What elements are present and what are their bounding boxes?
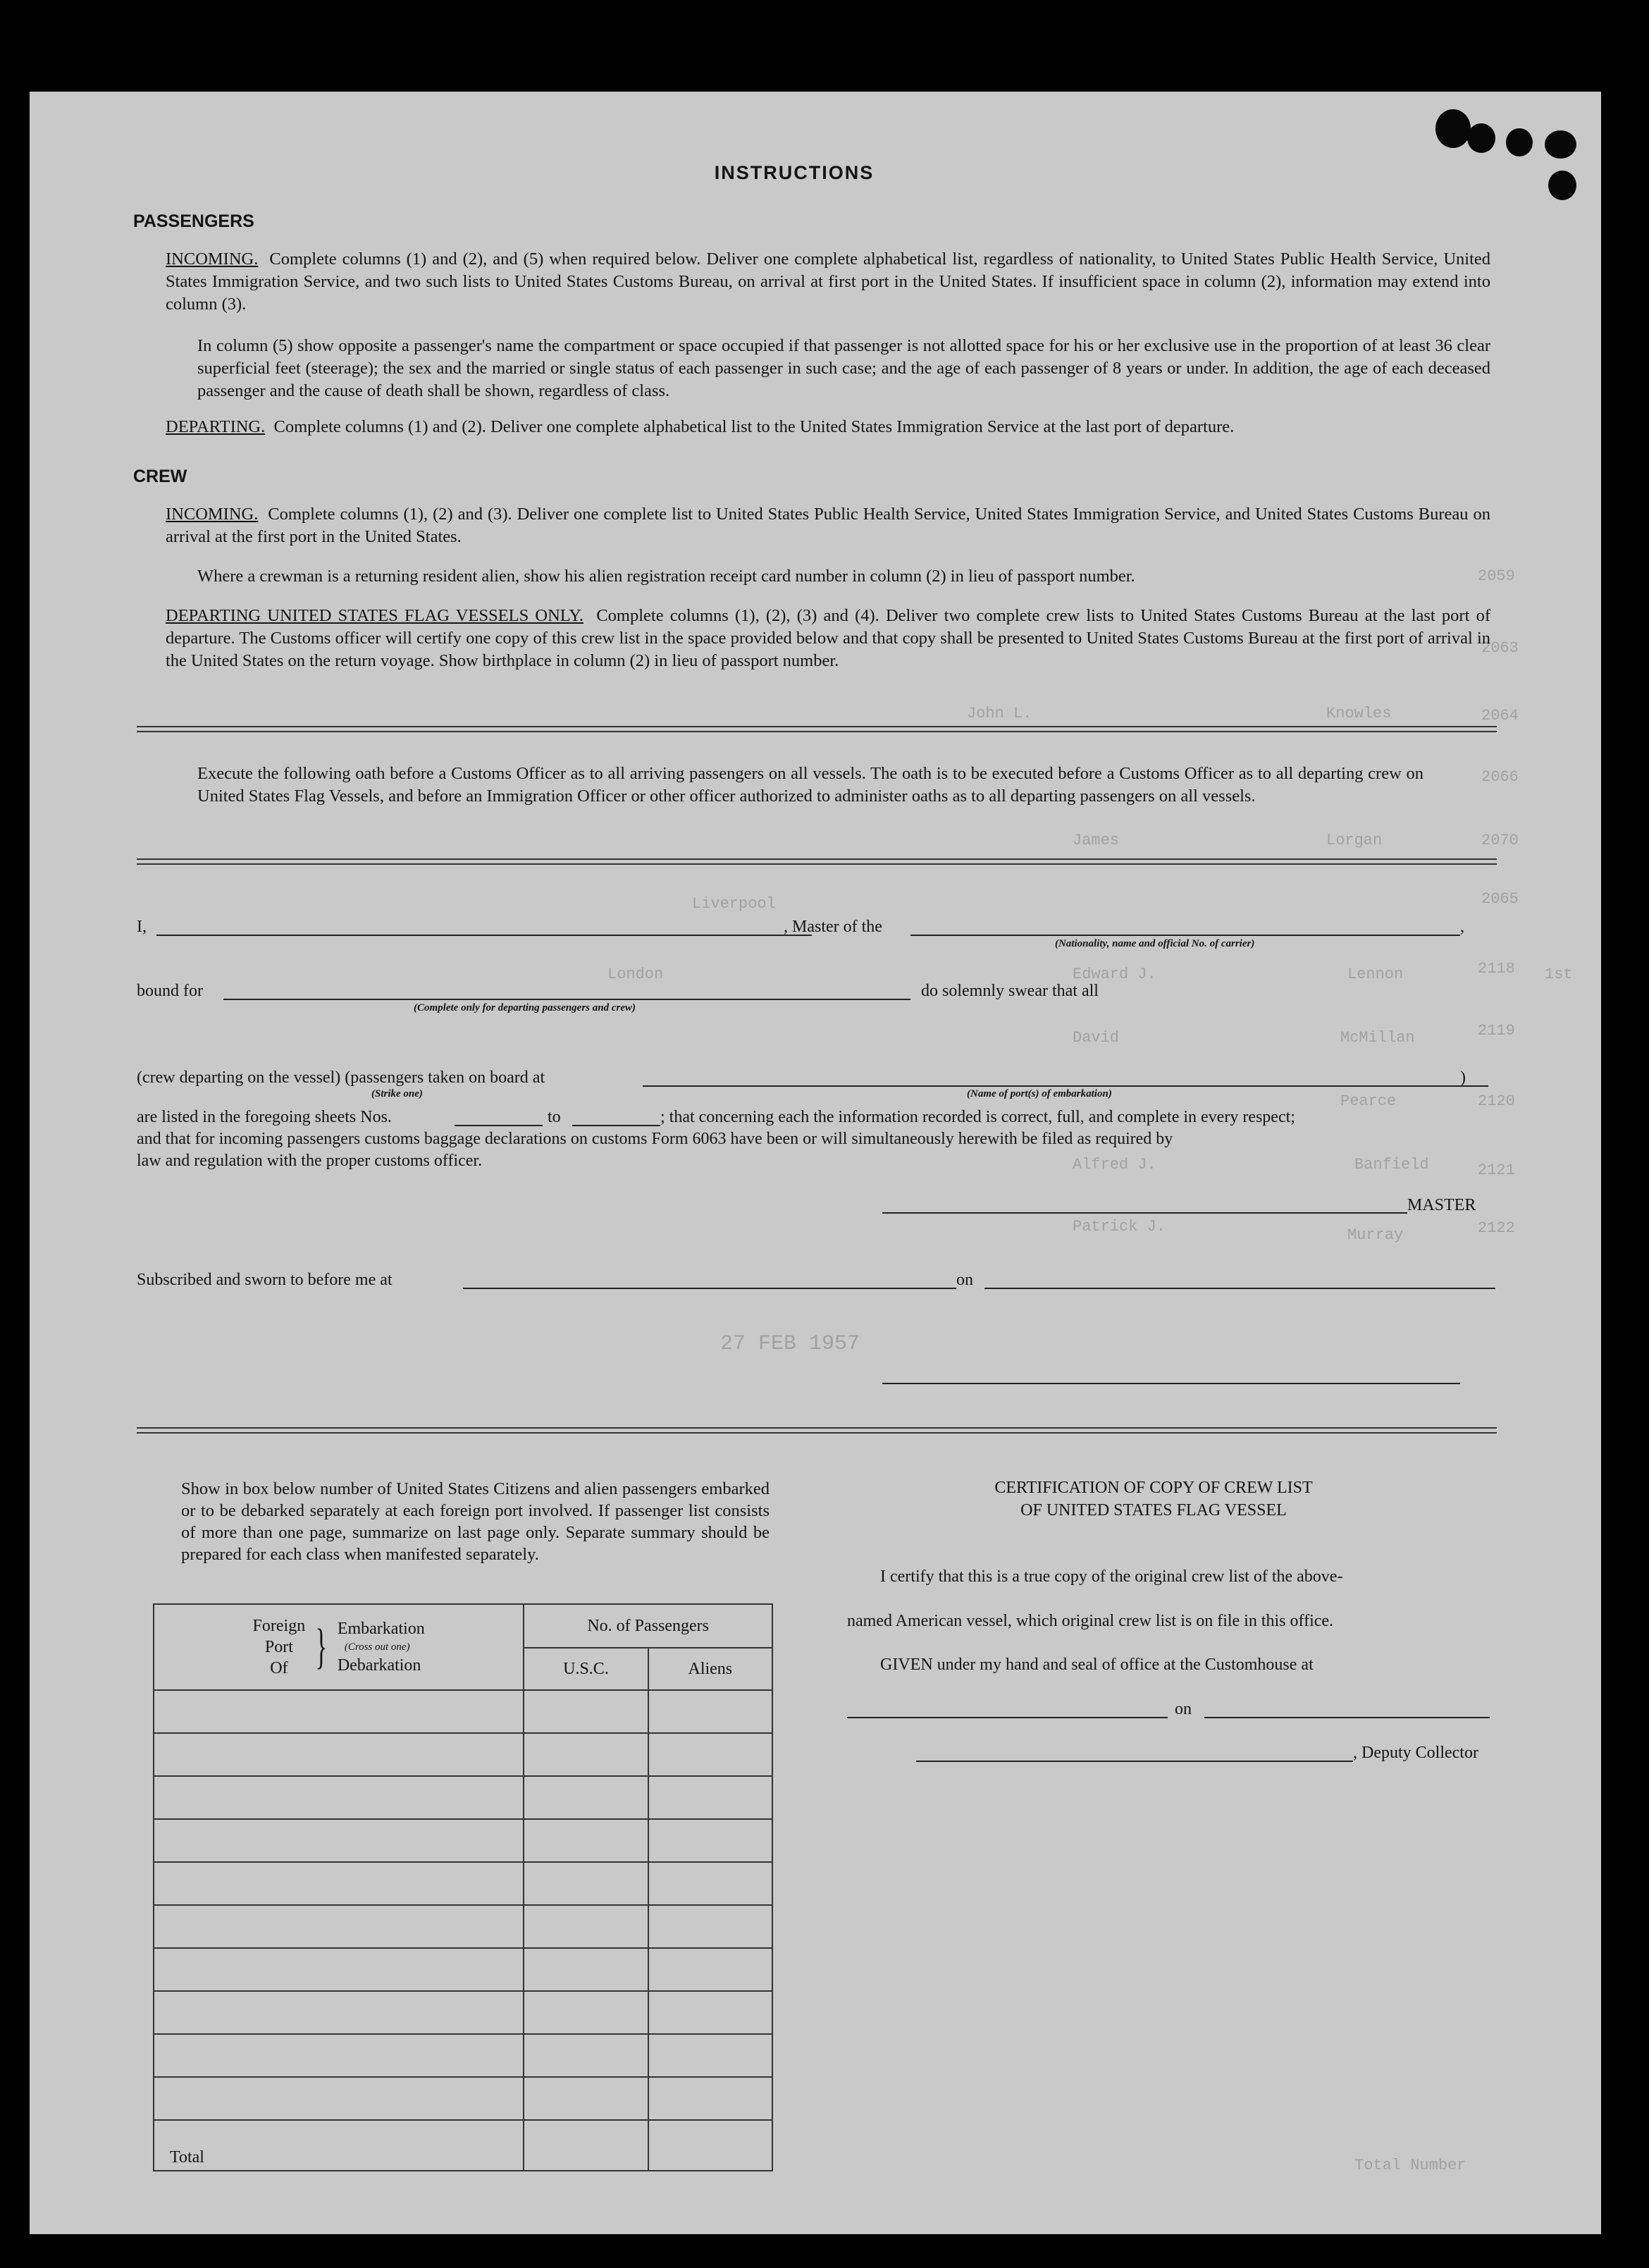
- ghost-number: 2070: [1481, 832, 1519, 849]
- ghost-name: Pearce: [1340, 1092, 1397, 1110]
- carrier-caption: (Nationality, name and official No. of carrier): [1055, 938, 1255, 949]
- passengers-incoming: [166, 248, 1490, 316]
- aliens-cell[interactable]: [648, 1733, 772, 1776]
- aliens-cell[interactable]: [648, 1690, 772, 1733]
- port-cell[interactable]: [154, 1776, 524, 1819]
- crew-departing-label: DEPARTING UNITED STATES FLAG VESSELS ONLY.: [166, 606, 583, 625]
- aliens-cell[interactable]: [648, 1948, 772, 1991]
- summary-instructions: Show in box below number of United States Citizens and alien passengers embarked or to be debarked separately at each foreign port involved. If passenger list consists of more than one page, summarize on last page only. Separate summary should be prepared for each class when manifested separately.: [181, 1479, 770, 1564]
- aliens-cell[interactable]: [648, 2034, 772, 2077]
- ghost-name: Knowles: [1326, 705, 1392, 722]
- ghost-name: James: [1073, 832, 1120, 849]
- subscribed-label: Subscribed and sworn to before me at: [137, 1271, 393, 1289]
- port-cell[interactable]: [154, 2034, 524, 2077]
- usc-cell[interactable]: [524, 1690, 648, 1733]
- cross-out-label: (Cross out one): [344, 1641, 410, 1653]
- embarkation-label: Embarkation: [337, 1620, 425, 1638]
- aliens-total-cell[interactable]: [648, 2120, 772, 2171]
- usc-cell[interactable]: [524, 1991, 648, 2034]
- divider: [137, 858, 1497, 865]
- passenger-summary-table: [153, 1603, 773, 2171]
- crew-incoming: [166, 503, 1490, 548]
- crew-resident: Where a crewman is a returning resident alien, show his alien registration receipt card number in column (2) in lieu of passport number.: [197, 567, 1135, 586]
- master-of-label: , Master of the: [784, 918, 882, 936]
- ink-blot: [1435, 109, 1471, 148]
- usc-cell[interactable]: [524, 1905, 648, 1948]
- passengers-departing: [166, 416, 1490, 438]
- listed-label: are listed in the foregoing sheets Nos.: [137, 1108, 392, 1126]
- port-cell[interactable]: [154, 1905, 524, 1948]
- usc-cell[interactable]: [524, 1819, 648, 1862]
- certification-on: on: [1175, 1700, 1192, 1718]
- port-cell[interactable]: [154, 1819, 524, 1862]
- concerning-text: ; that concerning each the information recorded is correct, full, and complete in every respect;: [660, 1108, 1295, 1126]
- ghost-number: 2118: [1478, 960, 1515, 978]
- ghost-name: Edward J.: [1073, 966, 1156, 983]
- master-signature-field[interactable]: [882, 1212, 1407, 1214]
- crew-departing-oath: (crew departing on the vessel) (passengers taken on board at: [137, 1068, 545, 1087]
- aliens-header: Aliens: [648, 1648, 772, 1690]
- usc-cell[interactable]: [524, 1776, 648, 1819]
- ghost-number: 2122: [1478, 1219, 1515, 1237]
- foreign-label: Foreign: [252, 1617, 306, 1635]
- certification-text3: GIVEN under my hand and seal of office at the Customhouse at: [880, 1656, 1314, 1674]
- ghost-name: Banfield: [1354, 1156, 1429, 1173]
- usc-cell[interactable]: [524, 2034, 648, 2077]
- sworn-place-field[interactable]: [463, 1288, 956, 1289]
- port-cell[interactable]: [154, 1690, 524, 1733]
- embarkation-field[interactable]: [643, 1085, 1488, 1087]
- on-label: on: [956, 1271, 973, 1289]
- master-name-field[interactable]: [156, 935, 812, 936]
- deputy-collector-label: , Deputy Collector: [1353, 1744, 1478, 1762]
- ghost-stamp: 27 FEB 1957: [720, 1332, 860, 1356]
- ghost-place: London: [607, 966, 664, 983]
- ghost-number: 2059: [1478, 567, 1515, 585]
- ink-blot: [1467, 123, 1495, 153]
- swear-label: do solemnly swear that all: [921, 982, 1099, 1000]
- carrier-field[interactable]: [910, 935, 1460, 936]
- aliens-cell[interactable]: [648, 2077, 772, 2120]
- oath-i-label: I,: [137, 918, 147, 936]
- aliens-cell[interactable]: [648, 1905, 772, 1948]
- to-label: to: [548, 1108, 561, 1126]
- bound-caption: (Complete only for departing passengers and crew): [414, 1002, 636, 1013]
- crew-heading: CREW: [133, 467, 187, 486]
- certification-text1: I certify that this is a true copy of the original crew list of the above-: [880, 1567, 1343, 1586]
- port-header: [154, 1604, 524, 1690]
- usc-cell[interactable]: [524, 1948, 648, 1991]
- ghost-number: 2119: [1478, 1022, 1515, 1040]
- departing-label: DEPARTING.: [166, 417, 266, 436]
- sworn-date-field[interactable]: [984, 1288, 1495, 1289]
- usc-header: U.S.C.: [524, 1648, 648, 1690]
- embark-caption: (Name of port(s) of embarkation): [967, 1088, 1112, 1099]
- port-cell[interactable]: [154, 1733, 524, 1776]
- oath-line2: and that for incoming passengers customs baggage declarations on customs Form 6063 have been or will simultaneously herewith be filed as required by: [137, 1130, 1173, 1148]
- usc-cell[interactable]: [524, 2077, 648, 2120]
- aliens-cell[interactable]: [648, 1991, 772, 2034]
- incoming-text: Complete columns (1) and (2), and (5) when required below. Deliver one complete alphabetical list, regardless of nationality, to United States Public Health Service, United States Immigration Service, and two such lists to United States Customs Bureau, on arrival at first port in the United States. If insufficient space in column (2), information may extend into column (3).: [166, 249, 1490, 314]
- bound-for-field[interactable]: [223, 999, 910, 1000]
- port-cell[interactable]: [154, 2077, 524, 2120]
- bound-for-label: bound for: [137, 982, 203, 1000]
- debarkation-label: Debarkation: [337, 1656, 421, 1675]
- sheet-from-field[interactable]: [455, 1125, 543, 1126]
- deputy-signature-field[interactable]: [916, 1761, 1353, 1762]
- total-label: Total: [154, 2120, 524, 2171]
- aliens-cell[interactable]: [648, 1862, 772, 1905]
- passengers-column5: In column (5) show opposite a passenger's name the compartment or space occupied if that passenger is not allotted space for his or her exclusive use in the proportion of at least 36 clear superficial feet (steerage); the sex and the married or single status of each passenger in such case; and the age of each passenger of 8 years or under. In addition, the age of each deceased passenger and the cause of death shall be shown, regardless of class.: [197, 336, 1490, 400]
- ghost-note: Total Number: [1354, 2157, 1466, 2174]
- close-paren: ): [1460, 1068, 1466, 1087]
- passengers-heading: PASSENGERS: [133, 211, 254, 231]
- departing-text: Complete columns (1) and (2). Deliver one complete alphabetical list to the United States Immigration Service at the last port of departure.: [273, 417, 1235, 436]
- ghost-name: Murray: [1347, 1226, 1404, 1244]
- oath-intro: Execute the following oath before a Customs Officer as to all arriving passengers on all vessels. The oath is to be executed before a Customs Officer as to all departing crew on United States Flag Vessels, and before an Immigration Officer or other officer authorized to administer oaths as to all departing passengers on all vessels.: [197, 764, 1423, 806]
- aliens-cell[interactable]: [648, 1776, 772, 1819]
- ghost-number: 2065: [1481, 890, 1519, 908]
- aliens-cell[interactable]: [648, 1819, 772, 1862]
- ghost-name: Alfred J.: [1073, 1156, 1156, 1173]
- customhouse-place-field[interactable]: [847, 1717, 1168, 1718]
- officer-signature-field[interactable]: [882, 1383, 1460, 1384]
- no-passengers-header: No. of Passengers: [524, 1604, 772, 1648]
- port-cell[interactable]: [154, 1991, 524, 2034]
- ghost-number: 2066: [1481, 768, 1519, 786]
- ink-blot: [1545, 130, 1576, 159]
- ink-blot: [1506, 128, 1533, 156]
- ghost-name: Patrick J.: [1073, 1218, 1166, 1235]
- ghost-number: 2121: [1478, 1161, 1515, 1179]
- oath-line3: law and regulation with the proper customs officer.: [137, 1152, 483, 1170]
- strike-one: (Strike one): [371, 1088, 423, 1099]
- certification-title: [847, 1477, 1460, 1522]
- port-cell[interactable]: [154, 1948, 524, 1991]
- master-label: MASTER: [1407, 1196, 1476, 1214]
- usc-cell[interactable]: [524, 1862, 648, 1905]
- page-title: INSTRUCTIONS: [714, 162, 875, 183]
- ghost-number: 2120: [1478, 1092, 1515, 1110]
- brace-icon: }: [315, 1620, 328, 1674]
- form-page: [30, 92, 1601, 2234]
- ghost-name: John L.: [967, 705, 1032, 722]
- crew-incoming-label: INCOMING.: [166, 505, 259, 524]
- divider: [137, 726, 1497, 732]
- usc-cell[interactable]: [524, 1733, 648, 1776]
- crew-departing: [166, 605, 1490, 672]
- ghost-name: Lennon: [1347, 966, 1404, 983]
- crew-incoming-text: Complete columns (1), (2) and (3). Deliver one complete list to United States Public Health Service, United States Immigration Service, and United States Customs Bureau on arrival at the first port in the United States.: [166, 505, 1491, 546]
- ghost-number: 2063: [1481, 639, 1519, 657]
- sheet-to-field[interactable]: [572, 1125, 660, 1126]
- port-cell[interactable]: [154, 1862, 524, 1905]
- certification-date-field[interactable]: [1204, 1717, 1490, 1718]
- ghost-number: 2064: [1481, 707, 1519, 725]
- incoming-label: INCOMING.: [166, 249, 259, 269]
- usc-total-cell[interactable]: [524, 2120, 648, 2171]
- ghost-note: 1st: [1545, 966, 1573, 983]
- certification-title-line2: OF UNITED STATES FLAG VESSEL: [1020, 1501, 1287, 1520]
- ghost-name: David: [1073, 1029, 1120, 1047]
- crew-departing-text: Complete columns (1), (2), (3) and (4). Deliver two complete crew lists to United States Customs Bureau at the last port of departure. The Customs officer will certify one copy of this crew list in the space provided below and that copy shall be presented to United States Customs Bureau at the first port of arrival in the United States on the return voyage. Show birthplace in column (2) in lieu of passport number.: [166, 606, 1490, 670]
- ghost-place: Liverpool: [692, 895, 776, 913]
- divider: [137, 1427, 1497, 1434]
- ghost-name: McMillan: [1340, 1029, 1415, 1047]
- port-label: Port: [264, 1638, 293, 1656]
- certification-title-line1: CERTIFICATION OF COPY OF CREW LIST: [994, 1479, 1313, 1497]
- ghost-name: Lorgan: [1326, 832, 1383, 849]
- comma: ,: [1460, 918, 1464, 936]
- of-label: Of: [270, 1659, 288, 1677]
- certification-text2: named American vessel, which original crew list is on file in this office.: [847, 1612, 1334, 1630]
